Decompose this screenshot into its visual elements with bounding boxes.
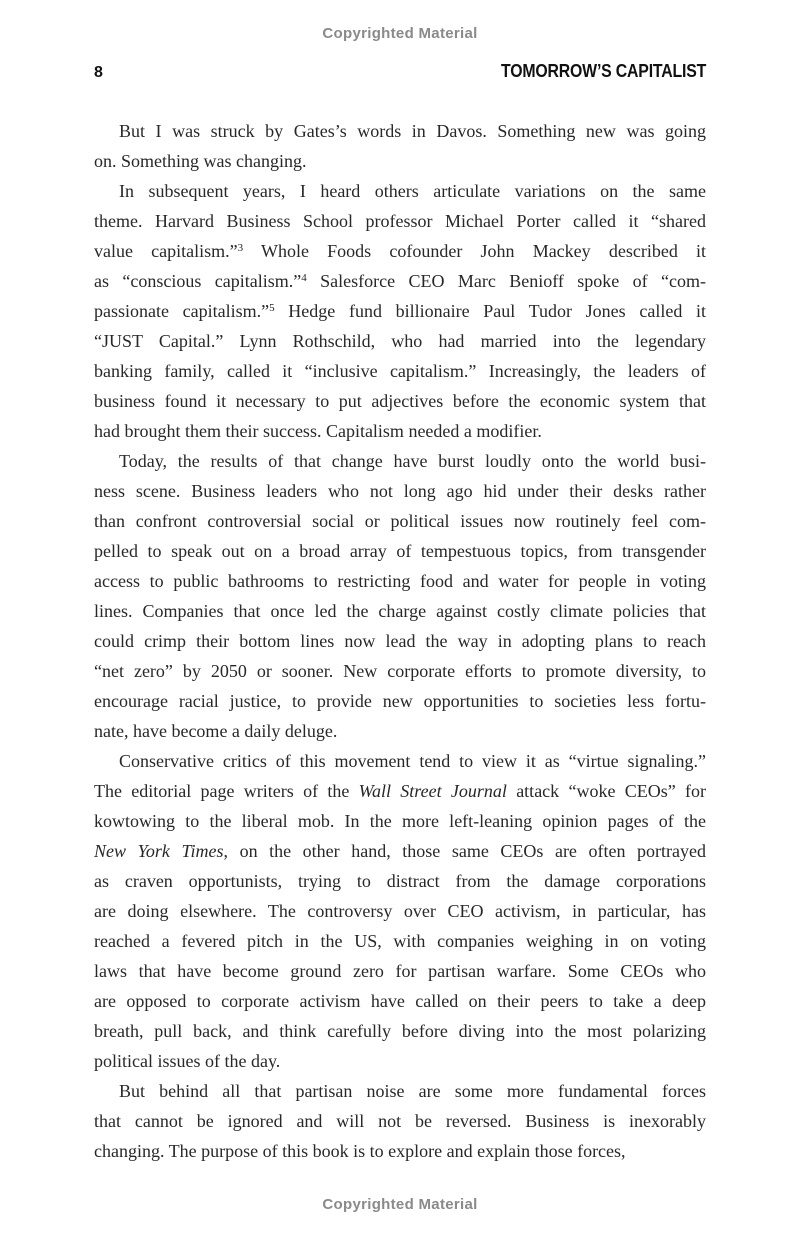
footnote-reference: 4 <box>301 272 307 284</box>
text-segment: than confront controversial social or political issues now routinely feel com- <box>94 511 706 531</box>
footnote-reference: 5 <box>269 302 275 314</box>
text-segment: are doing elsewhere. The controversy over CEO activism, in particular, has <box>94 901 706 921</box>
text-line <box>94 776 706 806</box>
text-segment: , on the other hand, those same CEOs are often portrayed <box>223 841 706 861</box>
text-segment: changing. The purpose of this book is to explore and explain those forces, <box>94 1141 626 1161</box>
text-segment: banking family, called it “inclusive capitalism.” Increasingly, the leaders of <box>94 361 706 381</box>
text-segment: In subsequent years, I heard others articulate variations on the same <box>119 181 706 201</box>
text-line <box>94 596 706 626</box>
text-segment: that cannot be ignored and will not be reversed. Business is inexorably <box>94 1111 706 1131</box>
text-line <box>94 266 706 296</box>
text-segment: Whole Foods cofounder John Mackey described it <box>243 241 706 261</box>
text-segment: But behind all that partisan noise are some more fundamental forces <box>119 1081 706 1101</box>
text-segment: lines. Companies that once led the charge against costly climate policies that <box>94 601 706 621</box>
text-segment: breath, pull back, and think carefully before diving into the most polarizing <box>94 1021 706 1041</box>
text-segment: value capitalism.” <box>94 241 238 261</box>
text-line <box>94 986 706 1016</box>
text-segment: reached a fevered pitch in the US, with companies weighing in on voting <box>94 931 706 951</box>
text-segment: nate, have become a daily deluge. <box>94 721 338 741</box>
text-segment: could crimp their bottom lines now lead the way in adopting plans to reach <box>94 631 706 651</box>
italic-title-text: New York Times <box>94 841 224 861</box>
copyright-watermark-top: Copyrighted Material <box>322 25 478 42</box>
text-segment: Conservative critics of this movement tend to view it as “virtue signaling.” <box>119 751 706 771</box>
text-line <box>94 1106 706 1136</box>
text-segment: as “conscious capitalism.” <box>94 271 302 291</box>
text-line <box>94 716 706 746</box>
page-body-text <box>94 116 706 1166</box>
text-segment: ness scene. Business leaders who not long ago hid under their desks rather <box>94 481 706 501</box>
text-line <box>94 1136 706 1166</box>
text-line <box>94 866 706 896</box>
text-segment: business found it necessary to put adjectives before the economic system that <box>94 391 706 411</box>
page-number: 8 <box>94 64 103 81</box>
text-segment: Hedge fund billionaire Paul Tudor Jones called it <box>274 301 706 321</box>
copyright-watermark-bottom: Copyrighted Material <box>322 1196 478 1213</box>
text-segment: Today, the results of that change have burst loudly onto the world busi- <box>119 451 706 471</box>
text-segment: laws that have become ground zero for partisan warfare. Some CEOs who <box>94 961 706 981</box>
text-line <box>94 446 706 476</box>
text-segment: “net zero” by 2050 or sooner. New corporate efforts to promote diversity, to <box>94 661 706 681</box>
text-segment: theme. Harvard Business School professor Michael Porter called it “shared <box>94 211 706 231</box>
text-line <box>94 896 706 926</box>
text-line <box>94 566 706 596</box>
text-line <box>94 416 706 446</box>
text-line <box>94 746 706 776</box>
text-segment: kowtowing to the liberal mob. In the more left-leaning opinion pages of the <box>94 811 706 831</box>
text-segment: The editorial page writers of the <box>94 781 359 801</box>
text-segment: access to public bathrooms to restricting food and water for people in voting <box>94 571 706 591</box>
text-line <box>94 1046 706 1076</box>
text-line <box>94 356 706 386</box>
text-line <box>94 506 706 536</box>
text-segment: pelled to speak out on a broad array of tempestuous topics, from transgender <box>94 541 706 561</box>
text-segment: had brought them their success. Capitalism needed a modifier. <box>94 421 542 441</box>
text-line <box>94 296 706 326</box>
text-segment: are opposed to corporate activism have called on their peers to take a deep <box>94 991 706 1011</box>
book-title: TOMORROW’S CAPITALIST <box>500 61 706 81</box>
text-line <box>94 206 706 236</box>
text-line <box>94 326 706 356</box>
text-line <box>94 146 706 176</box>
text-segment: on. Something was changing. <box>94 151 307 171</box>
text-line <box>94 656 706 686</box>
text-line <box>94 116 706 146</box>
text-segment: “JUST Capital.” Lynn Rothschild, who had married into the legendary <box>94 331 706 351</box>
italic-title-text: Wall Street Journal <box>358 781 507 801</box>
text-line <box>94 176 706 206</box>
text-segment: But I was struck by Gates’s words in Davos. Something new was going <box>119 121 706 141</box>
text-line <box>94 836 706 866</box>
text-line <box>94 686 706 716</box>
text-segment: as craven opportunists, trying to distract from the damage corporations <box>94 871 706 891</box>
text-line <box>94 1076 706 1106</box>
text-line <box>94 926 706 956</box>
text-line <box>94 236 706 266</box>
footnote-reference: 3 <box>237 242 244 254</box>
text-line <box>94 536 706 566</box>
text-segment: political issues of the day. <box>94 1051 281 1071</box>
text-segment: Salesforce CEO Marc Benioff spoke of “com- <box>306 271 706 291</box>
text-line <box>94 626 706 656</box>
text-segment: passionate capitalism.” <box>94 301 270 321</box>
text-line <box>94 1016 706 1046</box>
text-segment: attack “woke CEOs” for <box>506 781 706 801</box>
text-line <box>94 806 706 836</box>
text-line <box>94 956 706 986</box>
text-line <box>94 386 706 416</box>
text-line <box>94 476 706 506</box>
running-header <box>94 61 706 82</box>
text-segment: encourage racial justice, to provide new opportunities to societies less fortu- <box>94 691 706 711</box>
